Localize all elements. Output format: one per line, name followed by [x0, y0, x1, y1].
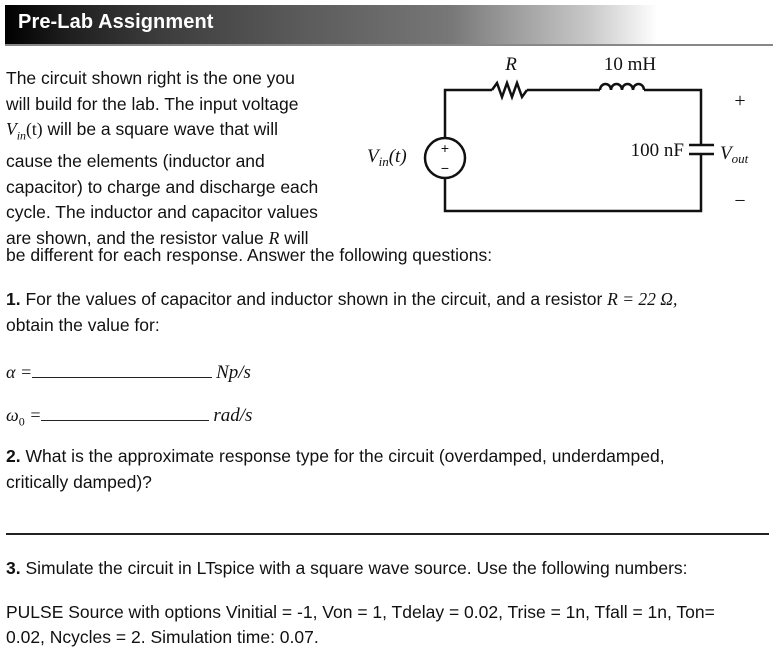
resistor-value: R = 22 Ω, [607, 289, 678, 309]
source-label [367, 146, 407, 169]
vout-v: V [720, 143, 732, 164]
intro-line-3-text: will be a square wave that will [42, 119, 278, 139]
omega-answer-field[interactable] [41, 402, 209, 421]
omega-symbol [6, 405, 42, 429]
wire-top-right [644, 90, 701, 144]
source-label-sub: in [378, 154, 389, 169]
vin-arg: (t) [26, 119, 43, 139]
rlc-circuit-diagram [360, 48, 773, 220]
intro-line-6: cycle. The inductor and capacitor values [6, 202, 318, 222]
alpha-answer-row [6, 359, 251, 384]
question-2-line-1 [6, 446, 665, 467]
omega-eq: = [24, 405, 42, 425]
question-3-text: Simulate the circuit in LTspice with a square wave source. Use the following numbers: [20, 558, 688, 578]
question-1-line-2: obtain the value for: [6, 315, 160, 335]
intro-line-2: will build for the lab. The input voltage [6, 93, 299, 114]
omega-letter: ω [6, 405, 19, 425]
intro-line-1: The circuit shown right is the one you [6, 68, 295, 88]
inductor-label: 10 mH [603, 54, 657, 75]
omega-sub: 0 [18, 414, 25, 429]
header-bar [5, 5, 773, 46]
vout-sub: out [731, 151, 749, 166]
question-3-line-1 [6, 558, 688, 579]
omega-unit: rad/s [213, 405, 253, 426]
wire-bottom [445, 155, 701, 211]
intro-line-8: be different for each response. Answer the following questions: [6, 245, 493, 265]
question-3-number: 3. [6, 558, 21, 578]
question-2-line-2: critically damped)? [6, 472, 152, 492]
resistor-icon [492, 83, 527, 97]
question-2-number: 2. [6, 446, 21, 466]
inductor-icon [600, 84, 644, 90]
intro-line-4: cause the elements (inductor and [6, 151, 265, 171]
response-type-answer-field[interactable] [6, 533, 769, 535]
intro-paragraph [6, 66, 366, 251]
question-2-text: What is the approximate response type for the circuit (overdamped, underdamped, [20, 446, 665, 466]
alpha-unit: Np/s [216, 362, 251, 383]
vout-minus: − [734, 190, 746, 212]
vin-v: V [6, 119, 17, 139]
vin-sub: in [16, 128, 27, 143]
vin-symbol [6, 119, 43, 143]
wire-top-left [445, 90, 492, 138]
resistor-label: R [505, 54, 517, 75]
question-1-line-1 [6, 289, 677, 310]
intro-line-3 [6, 117, 366, 149]
question-1-text: For the values of capacitor and inductor shown in the circuit, and a resistor [20, 289, 608, 309]
pulse-params-line-1: PULSE Source with options Vinitial = -1, Von = 1, Tdelay = 0.02, Trise = 1n, Tfall = 1n, Ton= [6, 602, 715, 622]
alpha-answer-field[interactable] [32, 359, 212, 378]
source-label-arg: (t) [388, 146, 407, 167]
source-label-v: V [367, 146, 379, 167]
intro-line-5: capacitor) to charge and discharge each [6, 176, 319, 197]
pulse-params-line-2: 0.02, Ncycles = 2. Simulation time: 0.07. [6, 627, 319, 647]
intro-line-7-will: will [279, 227, 309, 248]
question-1-number: 1. [6, 289, 21, 309]
vout-plus: + [734, 90, 746, 112]
intro-line-7-text: are shown, and the resistor value [6, 227, 269, 248]
source-minus: − [440, 160, 450, 176]
alpha-symbol: α = [6, 362, 33, 382]
capacitor-label: 100 nF [630, 140, 684, 161]
r-symbol: R [268, 227, 280, 248]
page-title: Pre-Lab Assignment [18, 11, 214, 33]
omega-answer-row [6, 402, 252, 430]
vout-label [720, 143, 749, 166]
source-plus: + [440, 140, 450, 156]
